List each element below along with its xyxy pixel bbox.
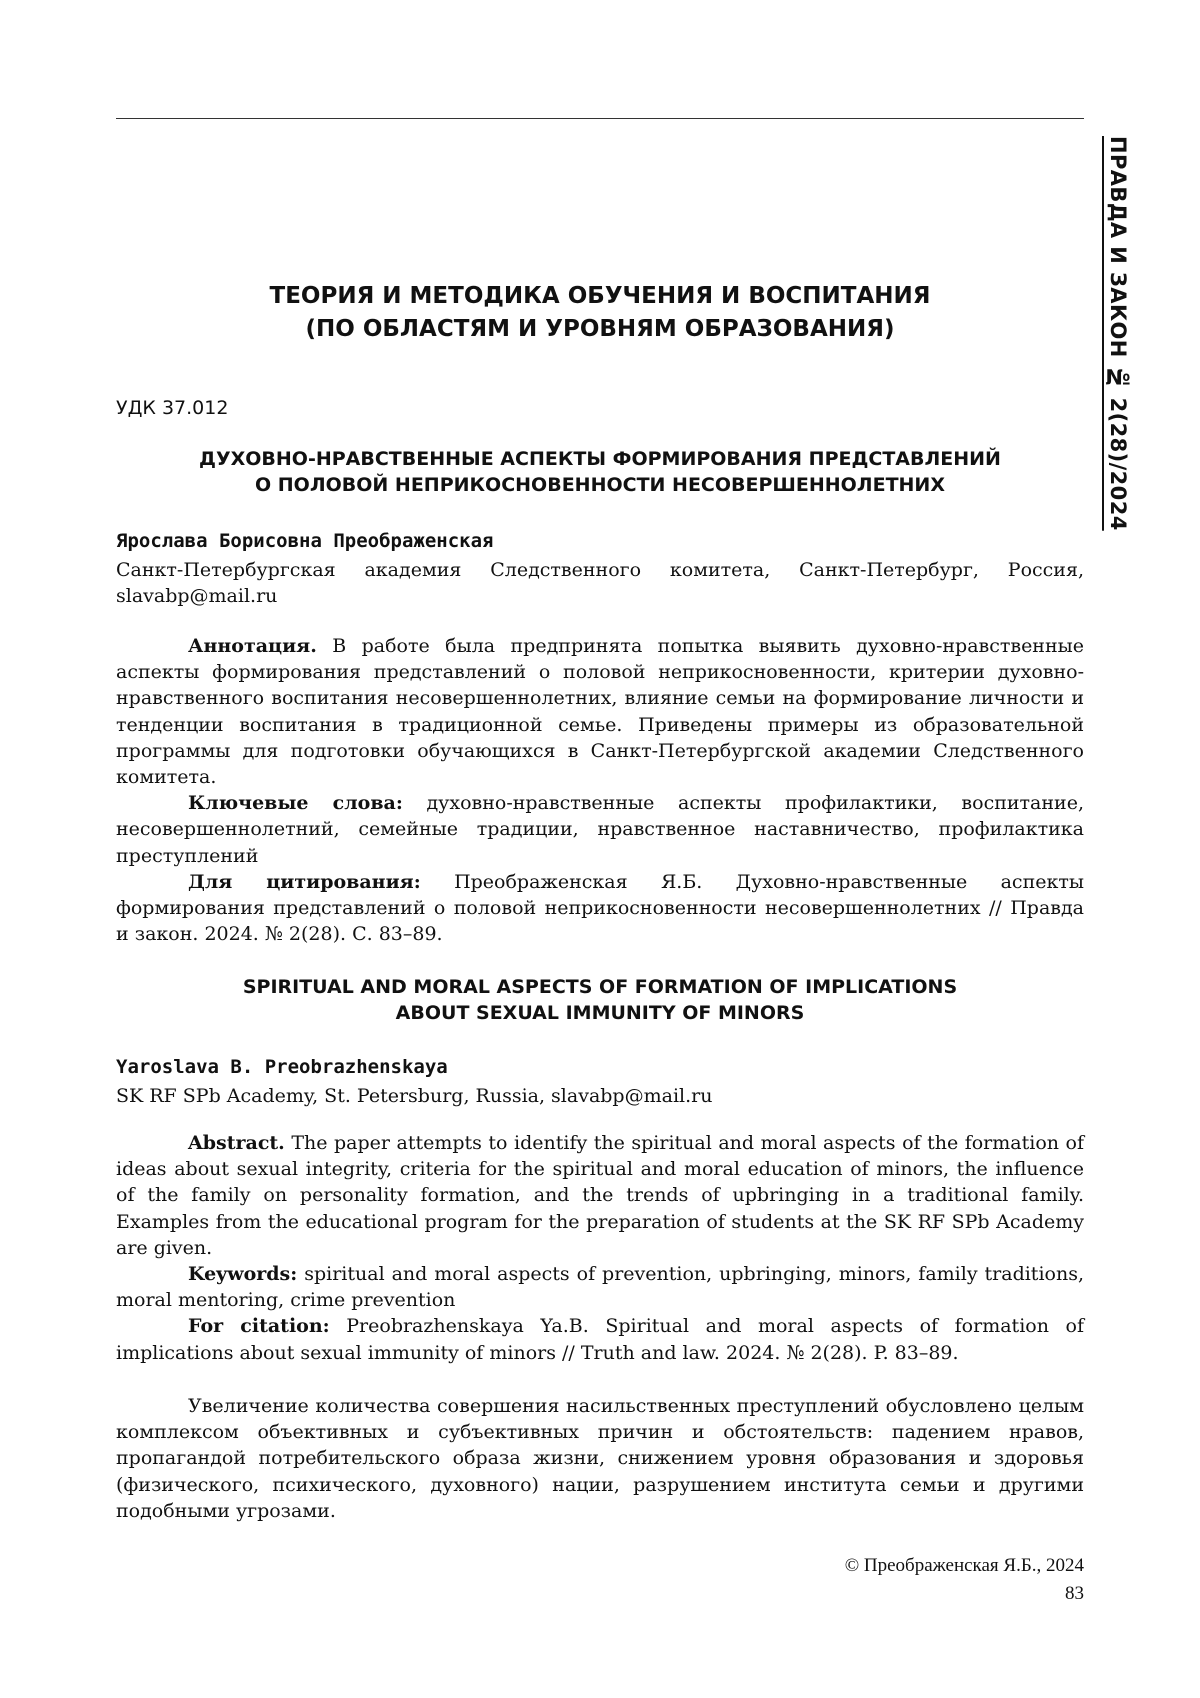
citation-text-en: Preobrazhenskaya Ya.B. Spiritual and moral aspects of formation of implications about sexual immunity of minors // Truth and law. 2024. № 2(28). P. 83–89.: [116, 1315, 1084, 1364]
citation-label-en: For citation:: [188, 1315, 330, 1338]
section-title-line-2: (ПО ОБЛАСТЯМ И УРОВНЯМ ОБРАЗОВАНИЯ): [305, 316, 895, 342]
abstract-text-en: The paper attempts to identify the spiritual and moral aspects of the formation of ideas about sexual integrity, criteria for the spiritual and moral education of minors, the influence of the family on personality formation, and the trends of upbringing in a traditional family. Examples from the educational program for the preparation of students at the SK RF SPb Academy are given.: [116, 1132, 1084, 1259]
abstract-block-en: [116, 1130, 1084, 1366]
keywords-label-ru: Ключевые слова:: [188, 792, 403, 815]
keywords-label-en: Keywords:: [188, 1263, 298, 1286]
article-title-en-line-2: ABOUT SEXUAL IMMUNITY OF MINORS: [395, 1002, 805, 1024]
body-paragraph: Увеличение количества совершения насильственных преступлений обусловлено целым комплексом объективных и субъективных причин и обстоятельств: падением нравов, пропагандой потребительского образа жизни, снижением уровня образования и здоровья (физического, психического, духовного) нации, разрушением института семьи и другими подобными угрозами.: [116, 1395, 1084, 1522]
article-title-en: [116, 974, 1084, 1026]
header-rule: [116, 118, 1084, 119]
affiliation-en: SK RF SPb Academy, St. Petersburg, Russia, slavabp@mail.ru: [116, 1085, 713, 1107]
journal-side-title: ПРАВДА И ЗАКОН № 2(28)/2024: [1106, 136, 1130, 531]
section-title-line-1: ТЕОРИЯ И МЕТОДИКА ОБУЧЕНИЯ И ВОСПИТАНИЯ: [269, 283, 931, 309]
citation-text-ru: Преображенская Я.Б. Духовно-нравственные аспекты формирования представлений о половой неприкосновенности несовершеннолетних // Правда и закон. 2024. № 2(28). С. 83–89.: [116, 870, 1084, 946]
citation-label-ru: Для цитирования:: [188, 870, 421, 893]
section-title: [116, 280, 1084, 346]
article-title-en-line-1: SPIRITUAL AND MORAL ASPECTS OF FORMATION OF IMPLICATIONS: [242, 976, 958, 998]
abstract-label-ru: Аннотация.: [188, 635, 317, 657]
keywords-ru: [116, 790, 1084, 869]
affiliation-ru: Санкт-Петербургская академия Следственного комитета, Санкт-Петербург, Россия, slavabp@mail.ru: [116, 559, 1084, 607]
udk-code: УДК 37.012: [116, 397, 229, 419]
page-number: 83: [1065, 1583, 1084, 1604]
article-title-ru-line-1: ДУХОВНО-НРАВСТВЕННЫЕ АСПЕКТЫ ФОРМИРОВАНИЯ ПРЕДСТАВЛЕНИЙ: [199, 448, 1001, 470]
abstract-label-en: Abstract.: [188, 1132, 285, 1154]
author-en: Yaroslava B. Preobrazhenskaya: [116, 1056, 448, 1078]
keywords-text-ru: духовно-нравственные аспекты профилактики, воспитание, несовершеннолетний, семейные традиции, нравственное наставничество, профилактика преступлений: [116, 792, 1084, 867]
abstract-block-ru: [116, 633, 1084, 947]
citation-ru: [116, 869, 1084, 948]
author-ru: Ярослава Борисовна Преображенская: [116, 530, 494, 552]
keywords-text-en: spiritual and moral aspects of prevention, upbringing, minors, family traditions, moral mentoring, crime prevention: [116, 1263, 1084, 1312]
abstract-en: [116, 1130, 1084, 1261]
abstract-ru: [116, 633, 1084, 790]
keywords-en: [116, 1261, 1084, 1313]
article-title-ru-line-2: О ПОЛОВОЙ НЕПРИКОСНОВЕННОСТИ НЕСОВЕРШЕННОЛЕТНИХ: [255, 474, 945, 496]
abstract-text-ru: В работе была предпринята попытка выявить духовно-нравственные аспекты формирования представлений о половой неприкосновенности, критерии духовно-нравственного воспитания несовершеннолетних, влияние семьи на формирование личности и тенденции воспитания в традиционной семье. Приведены примеры из образовательной программы для подготовки обучающихся в Санкт-Петербургской академии Следственного комитета.: [116, 635, 1085, 789]
citation-en: [116, 1313, 1084, 1365]
copyright-notice: © Преображенская Я.Б., 2024: [844, 1555, 1084, 1576]
article-title-ru: [116, 446, 1084, 498]
